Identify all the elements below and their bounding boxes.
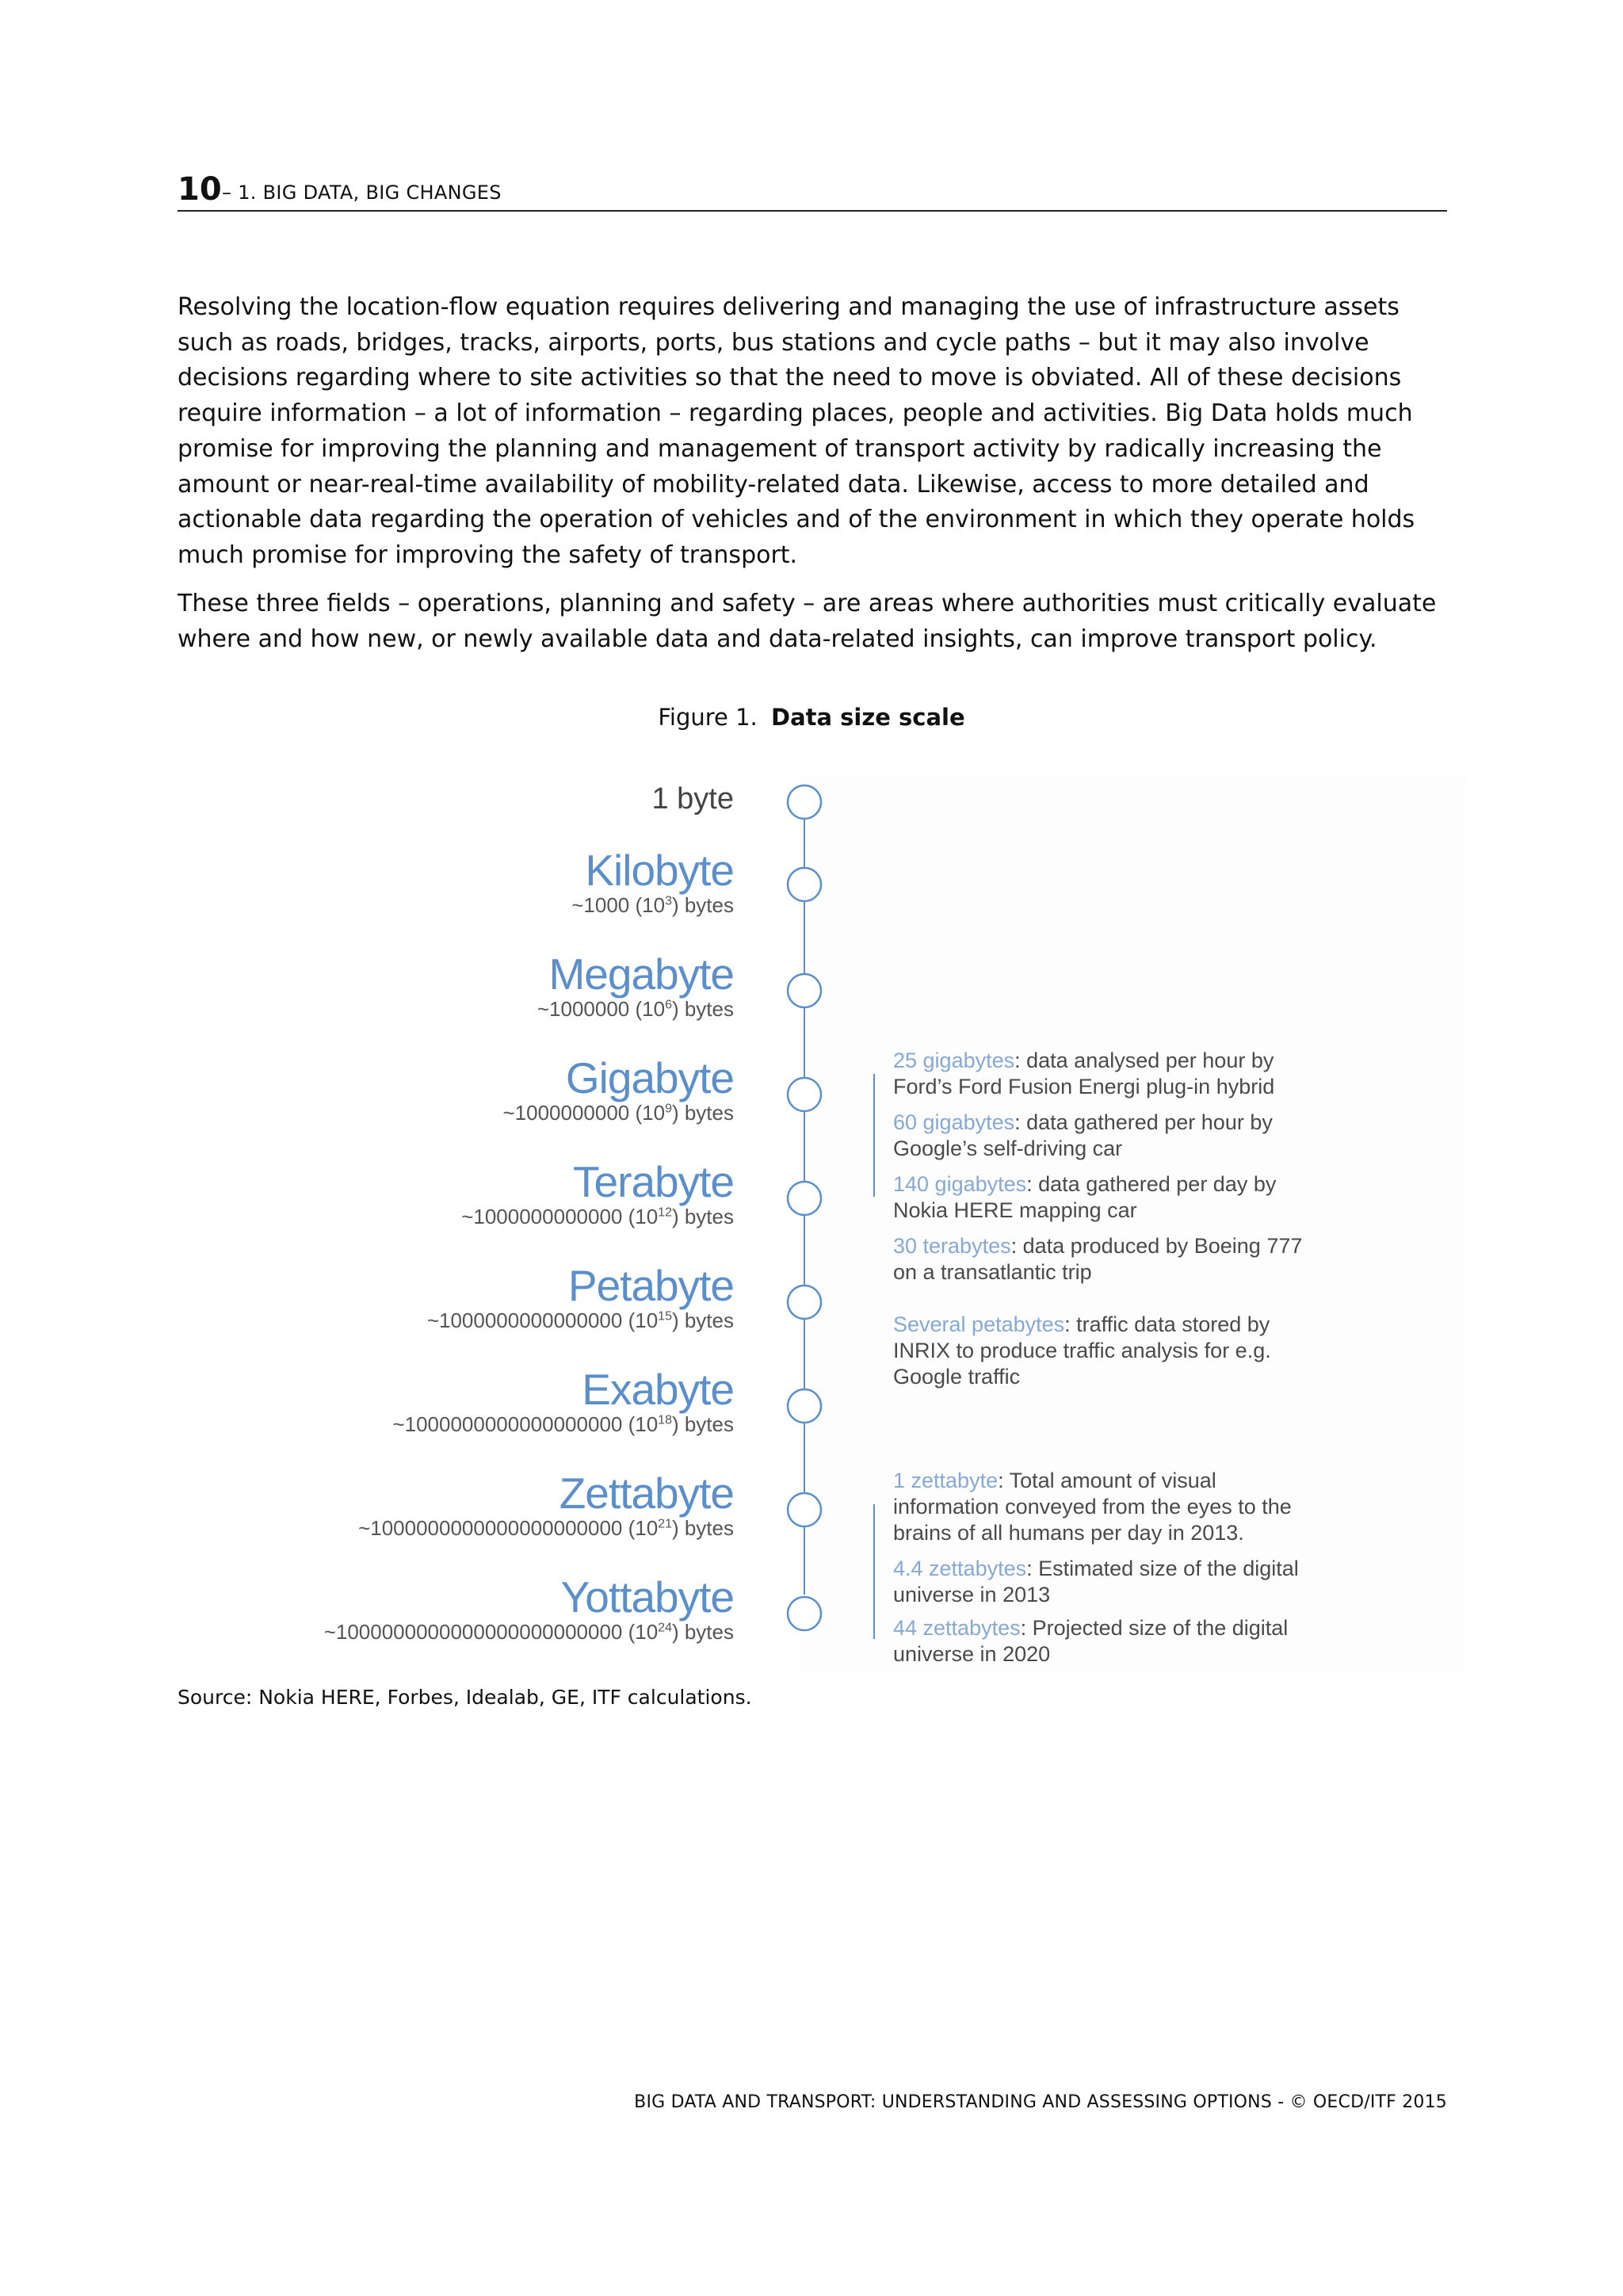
- example-several-petabytes: Several petabytes: traffic data stored by INRIX to produce traffic analysis for e.g. Google traffic: [893, 1312, 1271, 1389]
- example-140-gigabytes: 140 gigabytes: data gathered per day by Nokia HERE mapping car: [893, 1172, 1277, 1222]
- example-1-zettabyte: 1 zettabyte: Total amount of visual information conveyed from the eyes to the brains of all humans per day in 2013.: [893, 1469, 1292, 1545]
- example-44-zettabytes: 44 zettabytes: Projected size of the digital universe in 2020: [893, 1616, 1289, 1666]
- chapter-title: – 1. BIG DATA, BIG CHANGES: [222, 181, 502, 204]
- page-number: 10: [178, 171, 222, 208]
- scale-marker-megabyte: [788, 974, 821, 1007]
- example-60-gigabytes: 60 gigabytes: data gathered per hour by Google’s self-driving car: [893, 1110, 1273, 1160]
- scale-marker-yottabyte: [788, 1597, 821, 1630]
- scale-marker-petabyte: [788, 1286, 821, 1319]
- unit-name: 1 byte: [651, 782, 734, 816]
- example-25-gigabytes: 25 gigabytes: data analysed per hour by Ford’s Ford Fusion Energi plug-in hybrid: [893, 1049, 1275, 1098]
- figure-source: Source: Nokia HERE, Forbes, Idealab, GE, ITF calculations.: [178, 1686, 752, 1709]
- unit-value: ~1000000000000000000 $(10^{18})$ bytes: [392, 1412, 734, 1436]
- scale-item-petabyte: [427, 1262, 734, 1333]
- scale-item-gigabyte: [502, 1054, 734, 1125]
- scale-item-yottabyte: [324, 1573, 734, 1645]
- unit-name: Zettabyte: [559, 1469, 734, 1518]
- unit-value: ~1000000000000000 $(10^{15})$ bytes: [426, 1308, 734, 1332]
- scale-marker-1-byte: [788, 785, 821, 819]
- example-30-terabytes: 30 terabytes: data produced by Boeing 777 on a transatlantic trip: [893, 1234, 1303, 1284]
- scale-marker-exabyte: [788, 1389, 821, 1423]
- unit-value: ~1000000000000000000000 $(10^{21})$ bytes: [358, 1516, 734, 1540]
- unit-value: ~1000000000 $(10^9)$ bytes: [502, 1101, 734, 1125]
- scale-marker-terabyte: [788, 1182, 821, 1215]
- scale-item-kilobyte: [571, 846, 734, 918]
- example-4-4-zettabytes: 4.4 zettabytes: Estimated size of the digital universe in 2013: [893, 1557, 1299, 1606]
- scale-item-megabyte: [537, 950, 734, 1022]
- scale-item-zettabyte: [358, 1469, 734, 1541]
- scale-item-byte: [651, 781, 734, 816]
- unit-name: Terabyte: [573, 1157, 734, 1206]
- scale-item-exabyte: [392, 1366, 734, 1437]
- unit-value: ~1000000000000 $(10^{12})$ bytes: [461, 1205, 734, 1228]
- body-paragraph-1: Resolving the location-flow equation requires delivering and managing the use of infrastructure assets such as roads, bridges, tracks, airports, ports, bus stations and cycle paths – but it may also involve decisions regarding where to site activities so that the need to move is obviated. All of these decisions require information – a lot of information – regarding places, people and activities. Big Data holds much promise for improving the planning and management of transport activity by radically increasing the amount or near-real-time availability of mobility-related data. Likewise, access to more detailed and actionable data regarding the operation of vehicles and of the environment in which they operate holds much promise for improving the safety of transport.: [178, 293, 1415, 569]
- unit-value: ~1000000000000000000000000 $(10^{24})$ bytes: [323, 1620, 734, 1644]
- unit-value: ~1000 $(10^3)$ bytes: [571, 893, 734, 917]
- body-paragraph-2: These three fields – operations, planning and safety – are areas where authorities must critically evaluate where and how new, or newly available data and data-related insights, can improve transport policy.: [178, 590, 1437, 653]
- unit-name: Megabyte: [548, 949, 734, 999]
- unit-name: Yottabyte: [560, 1572, 734, 1622]
- scale-marker-zettabyte: [788, 1493, 821, 1526]
- figure-title: Data size scale: [771, 704, 965, 731]
- scale-marker-gigabyte: [788, 1078, 821, 1111]
- unit-value: ~1000000 $(10^6)$ bytes: [537, 997, 734, 1021]
- unit-name: Petabyte: [567, 1261, 734, 1310]
- scale-item-terabyte: [461, 1158, 734, 1229]
- unit-name: Gigabyte: [565, 1053, 734, 1102]
- unit-name: Exabyte: [582, 1365, 734, 1414]
- figure-label: Figure 1.: [658, 704, 758, 731]
- unit-name: Kilobyte: [585, 846, 734, 895]
- page-footer: BIG DATA AND TRANSPORT: UNDERSTANDING AND ASSESSING OPTIONS - © OECD/ITF 2015: [634, 2092, 1447, 2112]
- scale-marker-kilobyte: [788, 868, 821, 901]
